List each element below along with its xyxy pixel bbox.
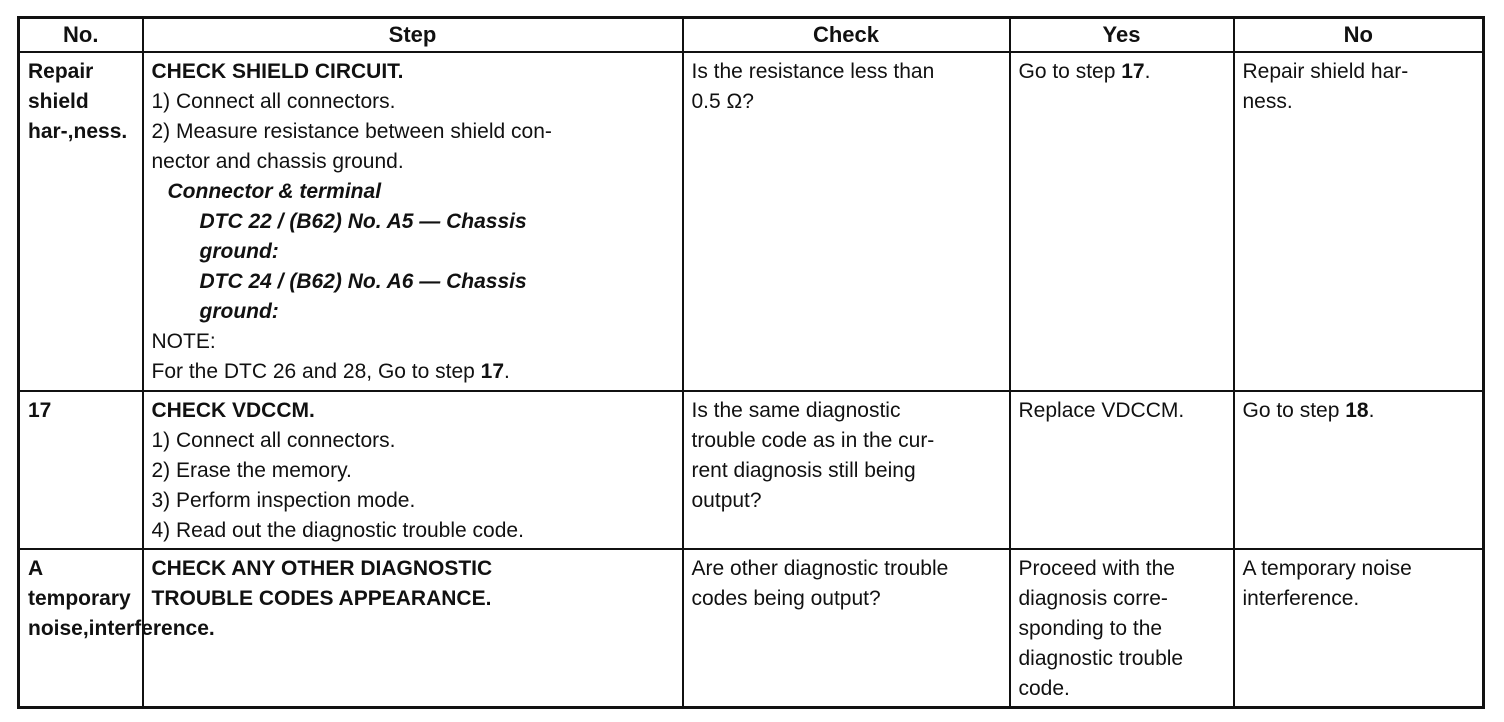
check-line: output?	[691, 489, 762, 512]
yes-line: sponding to the	[1018, 617, 1163, 640]
no-line: A temporary noise	[1242, 557, 1412, 580]
yes-step-ref: 17	[1121, 60, 1145, 83]
check-line: rent diagnosis still being	[691, 459, 916, 482]
header-yes: Yes	[1010, 18, 1234, 53]
check-line: Are other diagnostic trouble	[691, 557, 949, 580]
check-cell	[683, 52, 1010, 391]
yes-text: Replace VDCCM.	[1018, 399, 1185, 422]
yes-cell	[1010, 52, 1234, 391]
terminal-line: DTC 24 / (B62) No. A6 — Chassis	[199, 270, 527, 293]
step-line: 1) Connect all connectors.	[151, 429, 396, 452]
note-text	[152, 357, 674, 387]
step-number: Repair shield har-,ness.	[19, 52, 143, 391]
terminal-line: ground:	[199, 300, 279, 323]
no-suffix: .	[1368, 399, 1375, 422]
yes-suffix: .	[1144, 60, 1151, 83]
yes-line: diagnostic trouble	[1018, 647, 1184, 670]
step-cell	[143, 52, 683, 391]
step-number: 17	[19, 391, 143, 549]
check-line: trouble code as in the cur-	[691, 429, 935, 452]
check-line: codes being output?	[691, 587, 881, 610]
no-text	[1243, 396, 1475, 426]
note-label: NOTE:	[151, 330, 216, 353]
header-row	[19, 18, 1484, 53]
step-line: nector and chassis ground.	[151, 150, 404, 173]
note-prefix: For the DTC 26 and 28, Go to step	[151, 360, 481, 383]
yes-cell	[1010, 549, 1234, 708]
check-cell	[683, 549, 1010, 708]
no-line: Repair shield har-	[1242, 60, 1409, 83]
terminal-line: ground:	[199, 240, 279, 263]
header-check: Check	[683, 18, 1010, 53]
yes-line: diagnosis corre-	[1018, 587, 1168, 610]
terminal-line: DTC 22 / (B62) No. A5 — Chassis	[199, 210, 527, 233]
no-line: ness.	[1242, 90, 1293, 113]
yes-cell	[1010, 391, 1234, 549]
yes-line: Proceed with the	[1018, 557, 1175, 580]
yes-prefix: Go to step	[1018, 60, 1122, 83]
yes-text	[1019, 57, 1225, 87]
note-suffix: .	[504, 360, 510, 383]
no-cell	[1234, 52, 1484, 391]
step-line: 2) Erase the memory.	[151, 459, 352, 482]
no-cell	[1234, 549, 1484, 708]
header-no-result: No	[1234, 18, 1484, 53]
step-line: 3) Perform inspection mode.	[151, 489, 416, 512]
note-step-ref: 17	[480, 360, 505, 383]
step-cell	[143, 391, 683, 549]
no-prefix: Go to step	[1242, 399, 1346, 422]
step-title: CHECK ANY OTHER DIAGNOSTIC	[151, 557, 493, 580]
yes-line: code.	[1018, 677, 1070, 700]
step-line: 4) Read out the diagnostic trouble code.	[151, 519, 524, 542]
check-line: Is the same diagnostic	[691, 399, 901, 422]
no-step-ref: 18	[1345, 399, 1369, 422]
step-line: 2) Measure resistance between shield con-	[151, 120, 552, 143]
header-step: Step	[143, 18, 683, 53]
step-title: CHECK SHIELD CIRCUIT.	[151, 60, 404, 83]
step-cell	[143, 549, 683, 708]
step-title: CHECK VDCCM.	[151, 399, 315, 422]
step-title: TROUBLE CODES APPEARANCE.	[151, 587, 492, 610]
check-line: Is the resistance less than	[691, 60, 935, 83]
connector-label: Connector & terminal	[167, 180, 382, 203]
diagnostic-table	[17, 16, 1485, 709]
step-number: A temporary noise,interference.	[19, 549, 143, 708]
table-row	[19, 52, 1484, 391]
table-row	[19, 549, 1484, 708]
step-line: 1) Connect all connectors.	[151, 90, 396, 113]
check-cell	[683, 391, 1010, 549]
header-no: No.	[19, 18, 143, 53]
table-row	[19, 391, 1484, 549]
no-line: interference.	[1242, 587, 1360, 610]
no-cell	[1234, 391, 1484, 549]
check-line: 0.5 Ω?	[691, 90, 754, 113]
